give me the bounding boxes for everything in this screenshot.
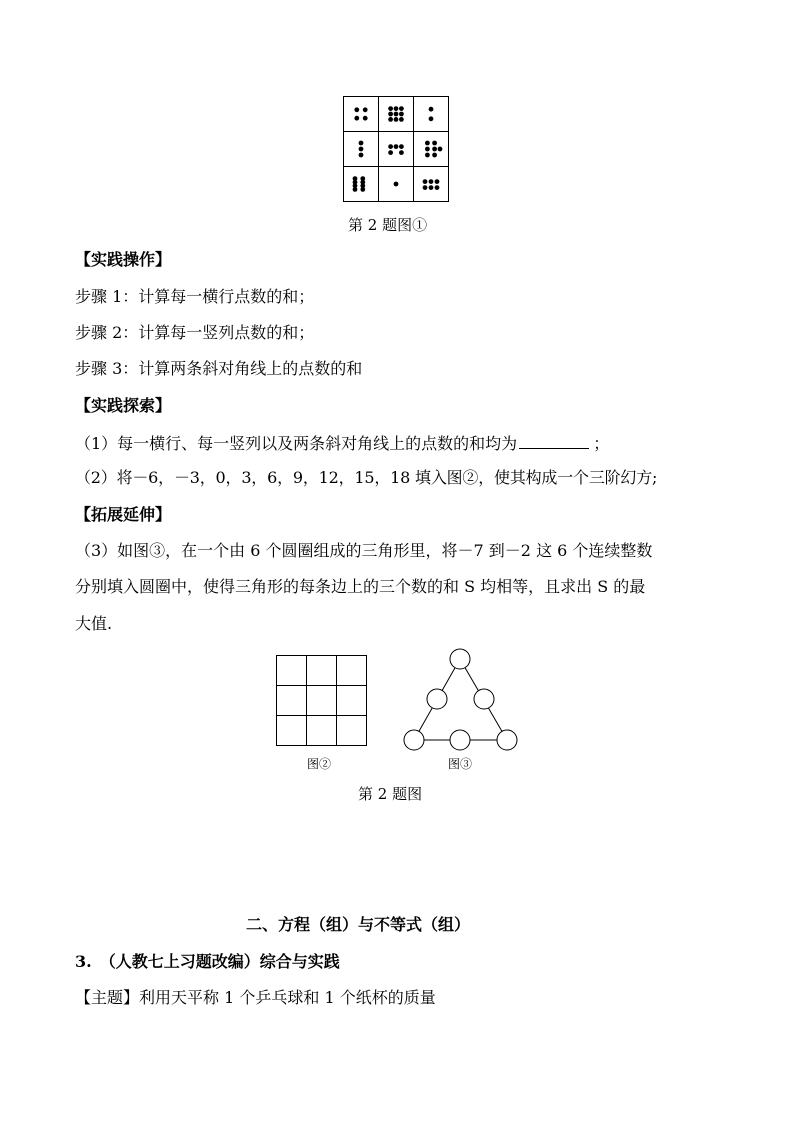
question3-line1: （3）如图③，在一个由 6 个圆圈组成的三角形里，将－7 到－2 这 6 个连续整数 bbox=[75, 541, 653, 560]
figures-caption: 第 2 题图 bbox=[358, 785, 423, 803]
dice-dot bbox=[394, 112, 399, 117]
dice-dot bbox=[353, 187, 358, 192]
dice-dot bbox=[388, 144, 393, 149]
figure2-label: 图② bbox=[307, 757, 332, 771]
practice-explore-heading: 【实践探索】 bbox=[75, 396, 172, 415]
dice-dot bbox=[432, 141, 437, 146]
practice-op-heading: 【实践操作】 bbox=[75, 250, 172, 269]
answer-blank[interactable] bbox=[519, 432, 589, 449]
dice-dot bbox=[359, 153, 364, 158]
dice-dot bbox=[429, 107, 434, 112]
dice-dot bbox=[399, 150, 404, 155]
dice-dot bbox=[423, 179, 428, 184]
question2: （2）将－6，－3，0，3，6，9，12，15，18 填入图②，使其构成一个三阶幻方; bbox=[75, 468, 658, 487]
step3-text: 步骤 3：计算两条斜对角线上的点数的和 bbox=[75, 359, 363, 378]
dice-dot bbox=[363, 116, 368, 121]
dice-dot bbox=[438, 147, 443, 152]
dice-dot bbox=[359, 141, 364, 146]
dice-dot bbox=[394, 144, 399, 149]
dice-dot bbox=[354, 107, 359, 112]
dice-dot bbox=[435, 185, 440, 190]
dice-dot bbox=[429, 179, 434, 184]
dice-dot bbox=[388, 150, 393, 155]
question3-line2: 分别填入圆圈中，使得三角形的每条边上的三个数的和 S 均相等，且求出 S 的最 bbox=[75, 577, 646, 596]
dice-dot bbox=[394, 182, 399, 187]
dice-dot bbox=[399, 117, 404, 122]
step1-text: 步骤 1：计算每一横行点数的和； bbox=[75, 287, 315, 306]
dice-dot bbox=[425, 147, 430, 152]
dice-dot bbox=[359, 147, 364, 152]
question1-text: （1）每一横行、每一竖列以及两条斜对角线上的点数的和均为 bbox=[75, 434, 518, 453]
empty-3x3-grid-figure bbox=[276, 655, 368, 747]
dice-dot bbox=[432, 147, 437, 152]
dice-dot bbox=[399, 144, 404, 149]
dice-dot bbox=[435, 179, 440, 184]
dice-dot bbox=[388, 112, 393, 117]
figure3-label: 图③ bbox=[448, 757, 473, 771]
dice-dot bbox=[432, 153, 437, 158]
dice-dot bbox=[354, 116, 359, 121]
dice-dot bbox=[399, 106, 404, 111]
dice-dot bbox=[363, 107, 368, 112]
dice-magic-square-figure bbox=[343, 96, 449, 202]
dice-dot bbox=[429, 185, 434, 190]
dice-dot bbox=[388, 106, 393, 111]
figure1-caption: 第 2 题图① bbox=[348, 216, 428, 234]
problem3-title: 3. （人教七上习题改编）综合与实践 bbox=[75, 952, 340, 971]
question1 bbox=[75, 432, 609, 454]
section-title: 二、方程（组）与不等式（组） bbox=[246, 915, 471, 934]
dice-dot bbox=[423, 185, 428, 190]
extension-heading: 【拓展延伸】 bbox=[75, 505, 172, 524]
question1-end: ； bbox=[593, 434, 610, 453]
triangle-circles-figure bbox=[402, 646, 520, 754]
dice-dot bbox=[425, 153, 430, 158]
dice-dot bbox=[388, 117, 393, 122]
dice-dot bbox=[425, 141, 430, 146]
problem3-topic: 【主题】利用天平称 1 个乒乓球和 1 个纸杯的质量 bbox=[75, 988, 436, 1007]
dice-dot bbox=[399, 112, 404, 117]
dice-dot bbox=[394, 117, 399, 122]
question3-line3: 大值. bbox=[75, 614, 113, 633]
dice-dot bbox=[429, 116, 434, 121]
dice-dot bbox=[394, 106, 399, 111]
dice-dot bbox=[360, 187, 365, 192]
step2-text: 步骤 2：计算每一竖列点数的和； bbox=[75, 323, 315, 342]
